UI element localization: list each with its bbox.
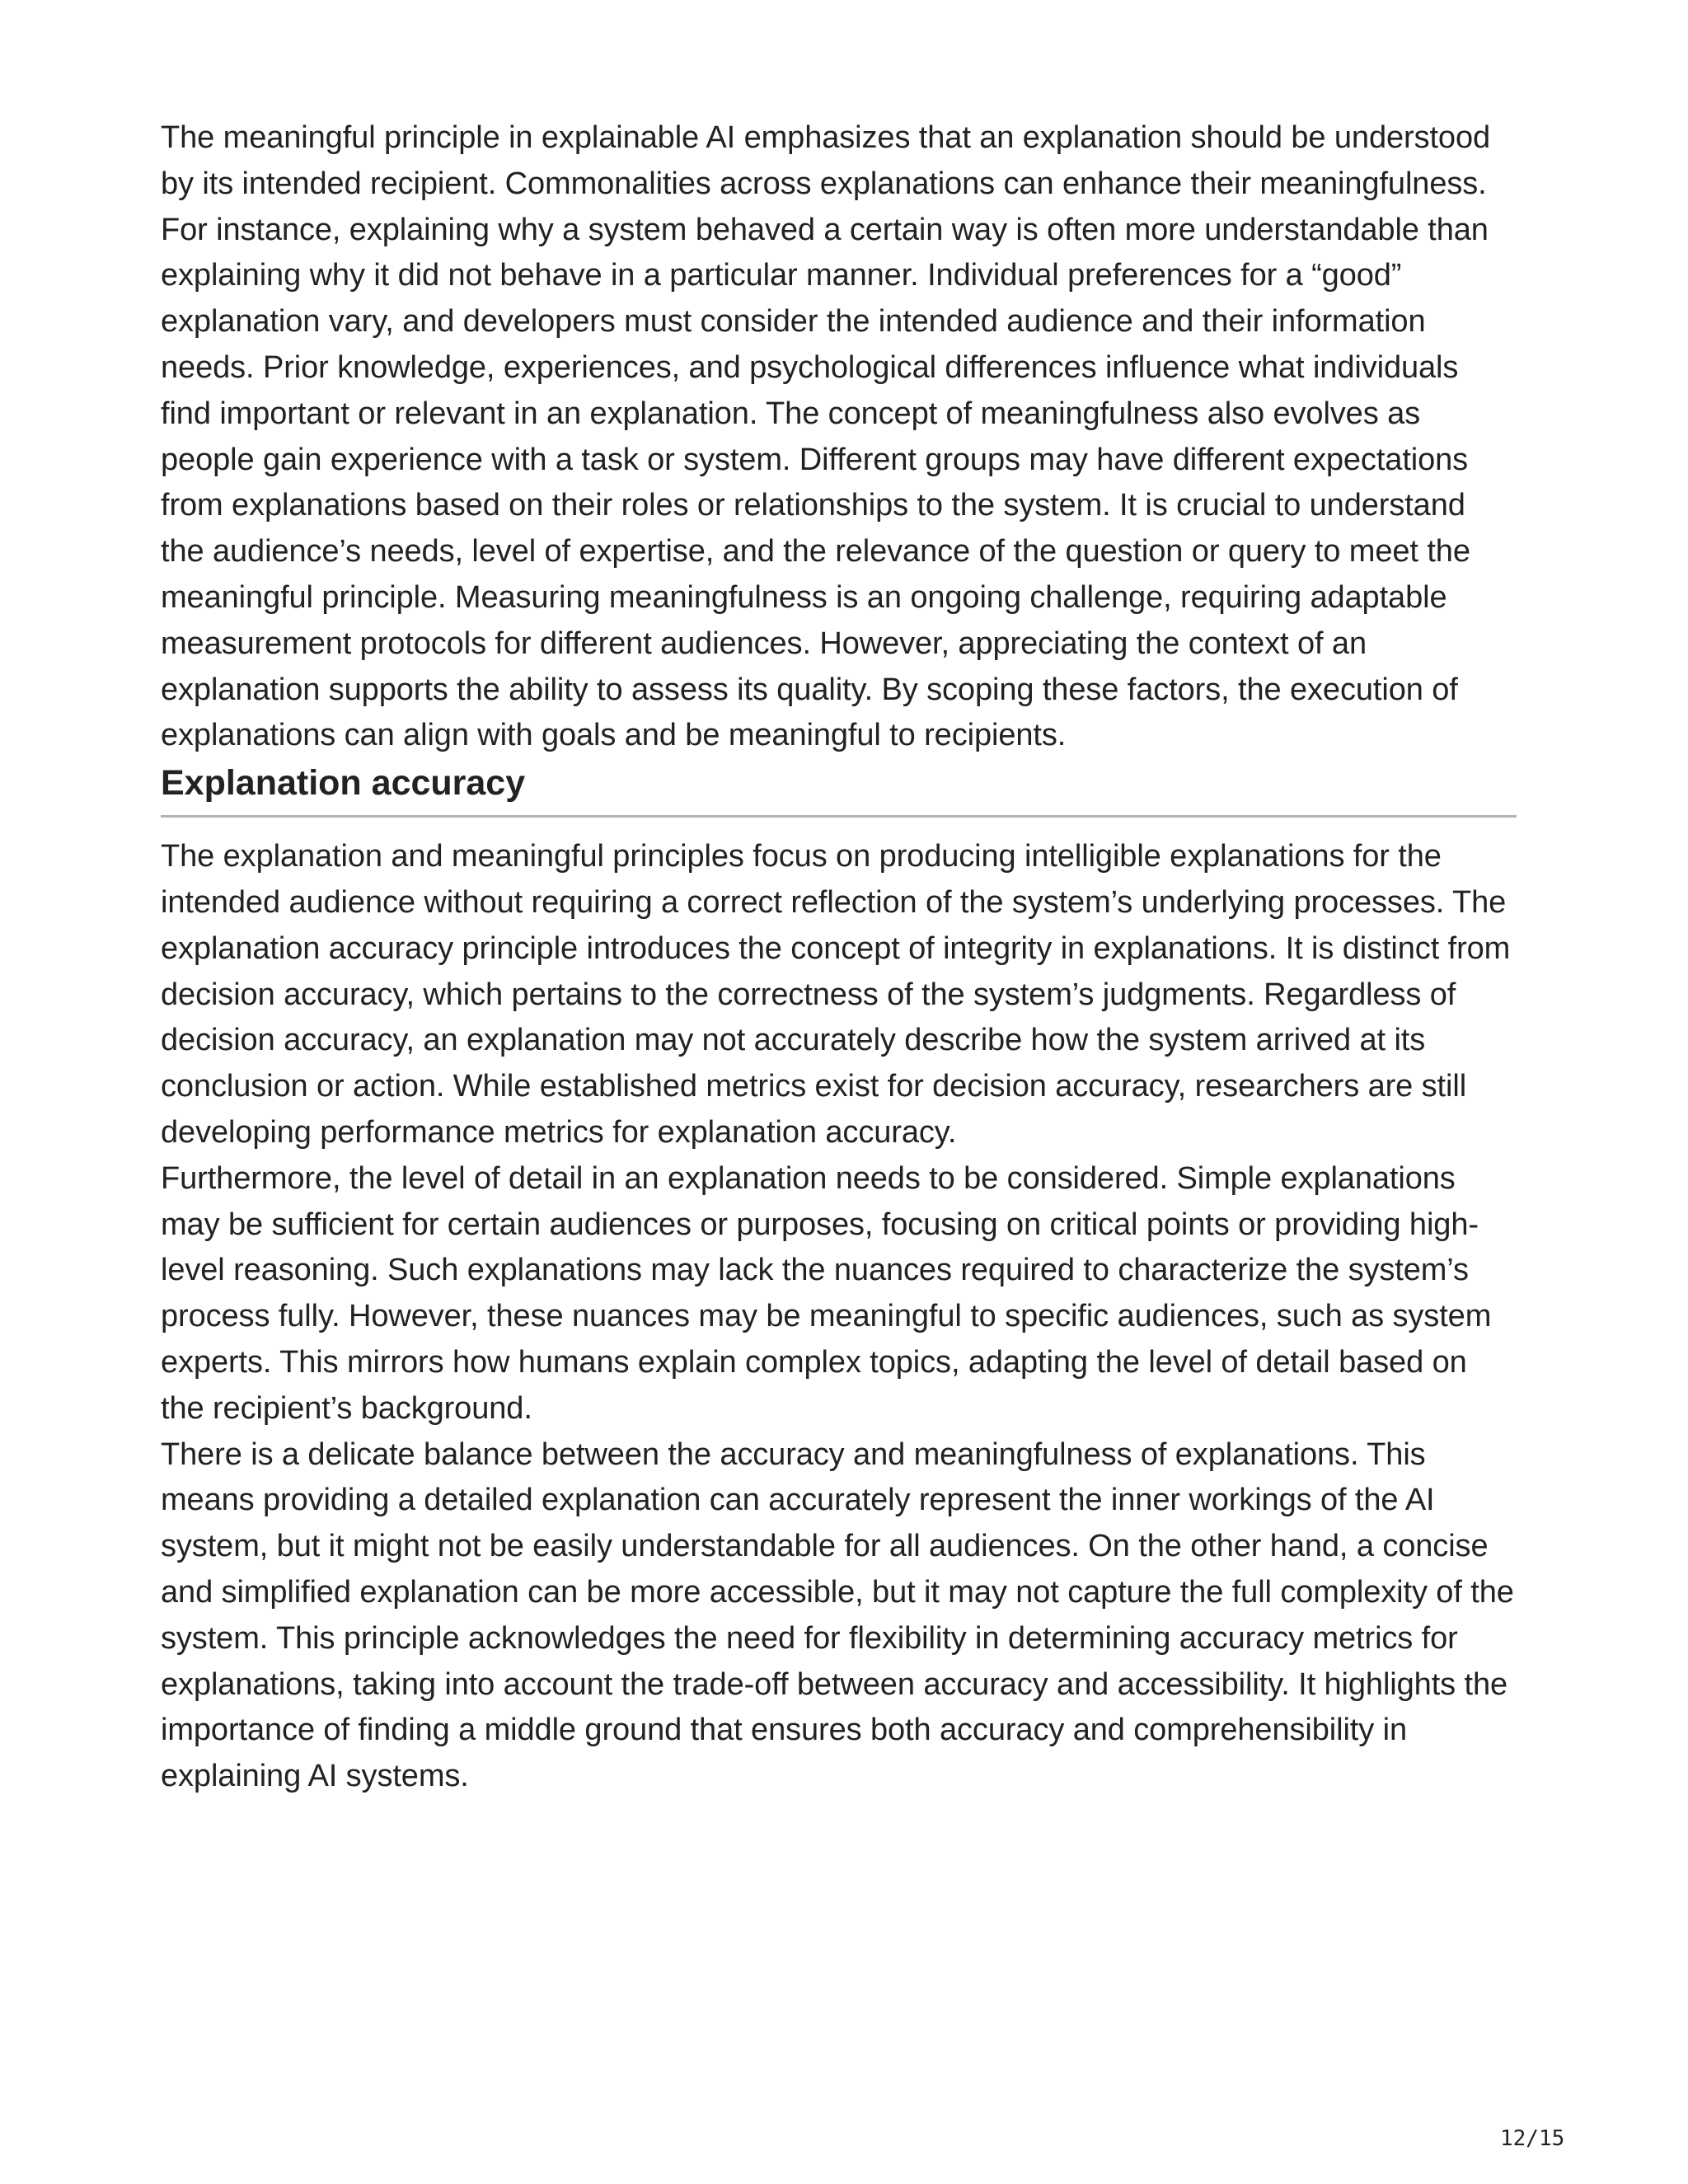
section-paragraph: Furthermore, the level of detail in an explanation needs to be considered. Simple explanations may be sufficient for certain audiences or purposes, focusing on critical points or providing high-level reasoning. Such explanations may lack the nuances required to characterize the system’s process fully. However, these nuances may be meaningful to specific audiences, such as system experts. This mirrors how humans explain complex topics, adapting the level of detail based on the recipient’s background. — [161, 1160, 1492, 1426]
intro-paragraph: The meaningful principle in explainable AI emphasizes that an explanation should be understood by its intended recipient. Commonalities across explanations can enhance their meaningfulness. For instance, explaining why a system behaved a certain way is often more understandable than explaining why it did not behave in a particular manner. Individual preferences for a “good” explanation vary, and developers must consider the intended audience and their information needs. Prior knowledge, experiences, and psychological differences influence what individuals find important or relevant in an explanation. The concept of meaningfulness also evolves as people gain experience with a task or system. Different groups may have different expectations from explanations based on their roles or relationships to the system. It is crucial to understand the audience’s needs, level of expertise, and the relevance of the question or query to meet the meaningful principle. Measuring meaningfulness is an ongoing challenge, requiring adaptable measurement protocols for different audiences. However, appreciating the context of an explanation supports the ability to assess its quality. By scoping these factors, the execution of explanations can align with goals and be meaningful to recipients. — [161, 120, 1491, 753]
page-number: 12/15 — [1500, 2126, 1565, 2151]
section-heading-explanation-accuracy: Explanation accuracy — [161, 759, 1517, 818]
section-paragraph: There is a delicate balance between the accuracy and meaningfulness of explanations. This means providing a detailed explanation can accurately represent the inner workings of the AI system, but it might not be easily understandable for all audiences. On the other hand, a concise and simplified explanation can be more accessible, but it may not capture the full complexity of the system. This principle acknowledges the need for flexibility in determining accuracy metrics for explanations, taking into account the trade-off between accuracy and accessibility. It highlights the importance of finding a middle ground that ensures both accuracy and comprehensibility in explaining AI systems. — [161, 1436, 1514, 1794]
section-paragraph: The explanation and meaningful principles focus on producing intelligible explanations for the intended audience without requiring a correct reflection of the system’s underlying processes. The explanation accuracy principle introduces the concept of integrity in explanations. It is distinct from decision accuracy, which pertains to the correctness of the system’s judgments. Regardless of decision accuracy, an explanation may not accurately describe how the system arrived at its conclusion or action. While established metrics exist for decision accuracy, researchers are still developing performance metrics for explanation accuracy. — [161, 839, 1511, 1150]
page-content — [161, 115, 1517, 1800]
